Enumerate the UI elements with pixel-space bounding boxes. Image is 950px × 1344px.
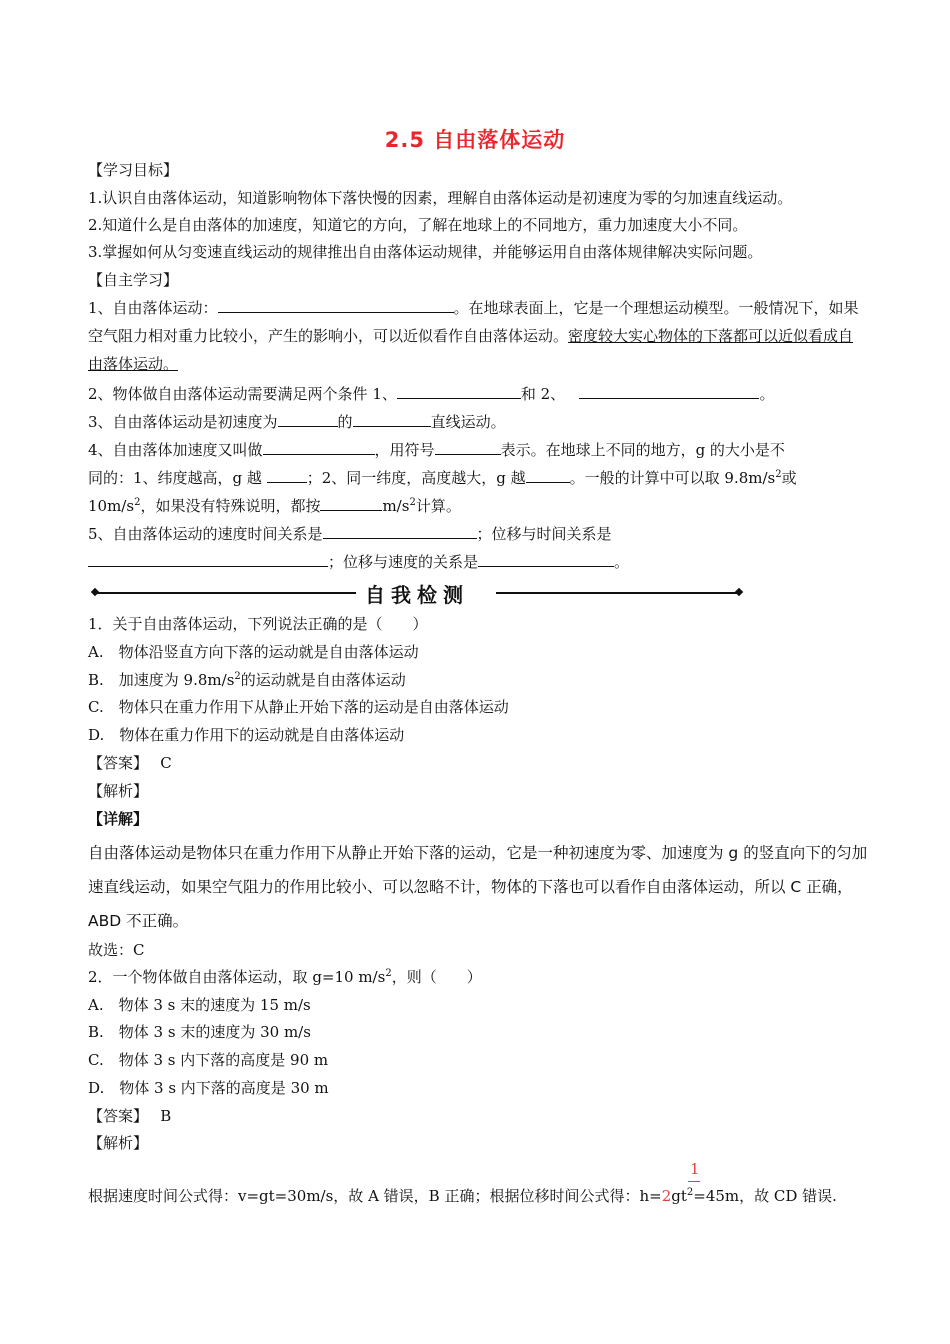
- q4-blank-4[interactable]: [526, 466, 570, 483]
- q4-or: 或: [781, 469, 797, 487]
- q2-blank-2[interactable]: [579, 382, 759, 399]
- self-study-q5-line1: [88, 522, 612, 544]
- q1-option-b-post: 的运动就是自由落体运动: [240, 671, 406, 689]
- q4-text-d2: 10m/s: [88, 497, 135, 515]
- fraction-bar: [688, 1181, 700, 1182]
- q2-solution-sup: 2: [686, 1187, 694, 1198]
- q1-option-c[interactable]: C. 物体只在重力作用下从静止开始下落的运动是自由落体运动: [88, 698, 509, 716]
- q3-label: 3、自由落体运动是初速度为: [88, 413, 278, 431]
- q1-option-b-pre: B. 加速度为 9.8m/s: [88, 671, 235, 689]
- q5-text-a: ；位移与时间关系是: [476, 525, 612, 543]
- q1-option-d[interactable]: D. 物体在重力作用下的运动就是自由落体运动: [88, 726, 405, 744]
- q4-text-a-cont: 同的：1、纬度越高，g 越: [88, 469, 262, 487]
- q4-text-f: m/s: [382, 497, 410, 515]
- q2-stem-pre: 2．一个物体做自由落体运动，取 g=10 m/s: [88, 968, 386, 986]
- q5-blank-1[interactable]: [323, 522, 477, 539]
- q4-text-e: ，如果没有特殊说明，都按: [140, 497, 321, 515]
- q2-answer: 【答案】 B: [88, 1107, 172, 1125]
- self-study-q1: [88, 294, 868, 378]
- q4-label: 4、自由落体加速度又叫做: [88, 441, 263, 459]
- q4-blank-2[interactable]: [435, 438, 501, 455]
- q4-sup-2: 2: [134, 497, 141, 508]
- q2-stem-sup: 2: [385, 968, 392, 979]
- q2-analysis-heading: 【解析】: [88, 1134, 149, 1152]
- fraction-denominator: 2: [661, 1187, 672, 1205]
- q2-end: 。: [759, 385, 775, 403]
- q1-underlined: 密度较大实心物体的下落都可以近似看成自由落体运动。: [88, 327, 854, 373]
- goal-item-2: 2.知道什么是自由落体的加速度，知道它的方向，了解在地球上的不同地方，重力加速度大小不同。: [88, 216, 748, 234]
- self-study-q5-line2: [88, 550, 629, 572]
- q2-solution-gt: gt: [671, 1187, 687, 1205]
- goals-heading: 【学习目标】: [88, 161, 179, 179]
- q4-sup-1: 2: [775, 469, 782, 480]
- q1-stem: 1．关于自由落体运动，下列说法正确的是（ ）: [88, 615, 428, 633]
- q2-option-d[interactable]: D. 物体 3 s 内下落的高度是 30 m: [88, 1079, 329, 1097]
- q2-solution-end: =45m，故 CD 错误.: [693, 1187, 837, 1205]
- q2-label: 2、物体做自由落体运动需要满足两个条件 1、: [88, 385, 397, 403]
- q5-text-b: ；位移与速度的关系是: [328, 553, 479, 571]
- q3-mid: 的: [337, 413, 353, 431]
- divider-title: 自我检测: [365, 583, 469, 607]
- q2-mid: 和 2、: [520, 385, 566, 403]
- fraction-numerator: 1: [690, 1160, 700, 1178]
- q1-label: 1、自由落体运动：: [88, 299, 218, 317]
- q1-answer: 【答案】 C: [88, 754, 172, 772]
- q4-text-b: ；2、同一纬度，高度越大，g 越: [306, 469, 526, 487]
- q1-detail-text: 自由落体运动是物体只在重力作用下从静止开始下落的运动，它是一种初速度为零、加速度为 g 的竖直向下的匀加速直线运动，如果空气阻力的作用比较小、可以忽略不计，物体的下落也可以看作自由落体运动，所以 C 正确，ABD 不正确。: [88, 844, 868, 930]
- q1-option-b[interactable]: [88, 670, 406, 690]
- q3-blank-1[interactable]: [278, 410, 338, 427]
- q2-solution: [88, 1186, 837, 1206]
- q3-end: 直线运动。: [430, 413, 506, 431]
- self-study-heading: 【自主学习】: [88, 271, 179, 289]
- q4-sup-3: 2: [409, 497, 416, 508]
- q3-blank-2[interactable]: [353, 410, 431, 427]
- q1-blank[interactable]: [218, 296, 454, 313]
- q1-detail-heading: 【详解】: [88, 810, 149, 828]
- goal-item-3: 3.掌握如何从匀变速直线运动的规律推出自由落体运动规律，并能够运用自由落体规律解决实际问题。: [88, 243, 763, 261]
- q4-blank-5[interactable]: [320, 494, 382, 511]
- q4-blank-1[interactable]: [263, 438, 375, 455]
- q1-option-a[interactable]: A. 物体沿竖直方向下落的运动就是自由落体运动: [88, 643, 419, 661]
- q1-text: 。在地球表面上，它是一个理想运动模型。一般情况下，如果空气阻力相对重力比较小，产生的影响小，可以近似看作自由落体运动。: [88, 299, 859, 345]
- goal-item-1: 1.认识自由落体运动，知道影响物体下落快慢的因素，理解自由落体运动是初速度为零的匀加速直线运动。: [88, 189, 793, 207]
- self-study-q2: [88, 382, 775, 404]
- page-title: 2.5 自由落体运动: [384, 128, 566, 152]
- q5-blank-2[interactable]: [88, 550, 328, 567]
- self-study-q3: [88, 410, 506, 432]
- q5-blank-3[interactable]: [478, 550, 614, 567]
- q4-text-g: 计算。: [415, 497, 461, 515]
- section-divider: [92, 581, 742, 605]
- q2-stem: [88, 967, 482, 987]
- self-study-q4-line3: [88, 494, 461, 516]
- q2-blank-1[interactable]: [397, 382, 521, 399]
- divider-right-line: [496, 592, 738, 594]
- q5-end: 。: [614, 553, 630, 571]
- q1-conclusion: 故选：C: [88, 941, 145, 959]
- q2-stem-post: ，则（ ）: [391, 968, 482, 986]
- q4-blank-3[interactable]: [267, 466, 307, 483]
- q5-label: 5、自由落体运动的速度时间关系是: [88, 525, 323, 543]
- q1-option-b-sup: 2: [234, 671, 241, 682]
- q4-text-a: 表示。在地球上不同的地方，g 的大小是不: [500, 441, 785, 459]
- q2-option-a[interactable]: A. 物体 3 s 末的速度为 15 m/s: [88, 996, 311, 1014]
- q4-text-c: 。一般的计算中可以取 9.8m/s: [569, 469, 776, 487]
- q4-symbol-text: ，用符号: [374, 441, 435, 459]
- q2-solution-pre: 根据速度时间公式得：v=gt=30m/s，故 A 错误，B 正确；根据位移时间公式得：h=: [88, 1187, 662, 1205]
- q1-analysis-heading: 【解析】: [88, 782, 149, 800]
- q2-option-c[interactable]: C. 物体 3 s 内下落的高度是 90 m: [88, 1051, 329, 1069]
- q2-option-b[interactable]: B. 物体 3 s 末的速度为 30 m/s: [88, 1023, 311, 1041]
- self-study-q4-line2: [88, 466, 797, 488]
- self-study-q4-line1: [88, 438, 785, 460]
